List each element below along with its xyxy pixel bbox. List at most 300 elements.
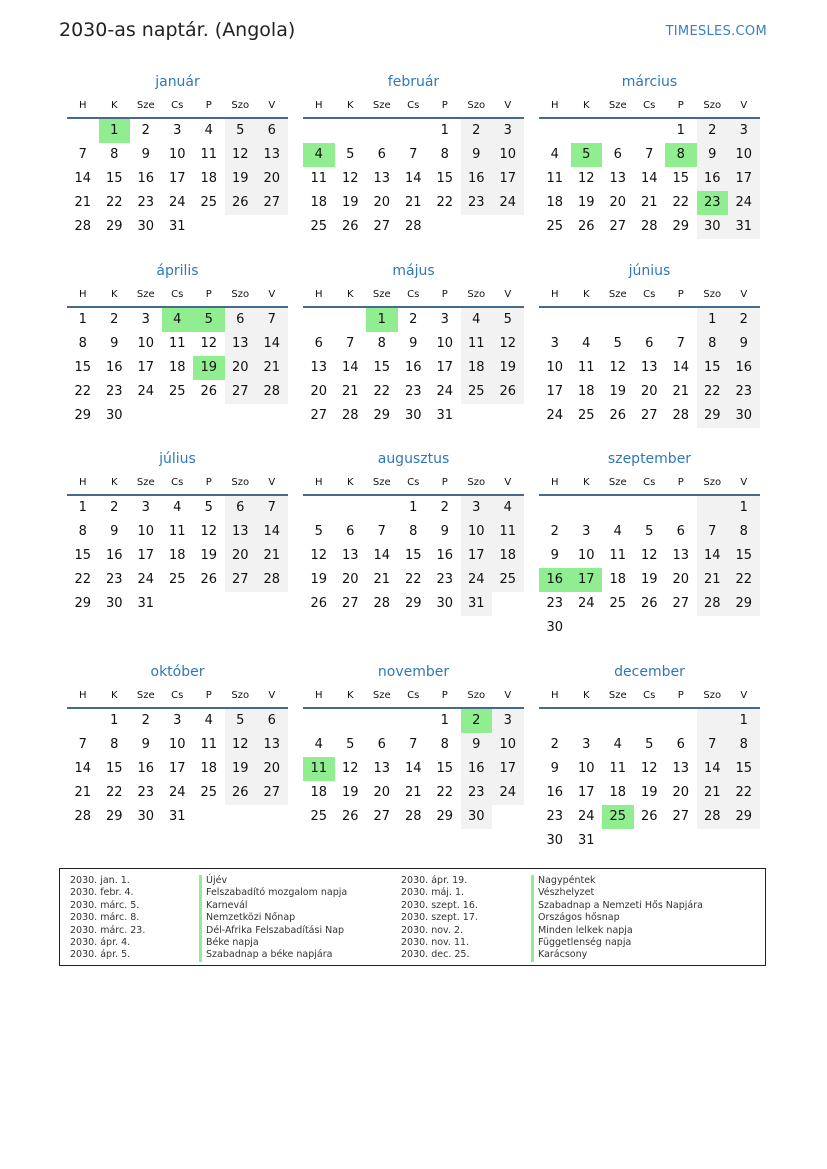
day-cell: 25: [168, 384, 186, 399]
month-2: [539, 72, 760, 239]
week-row: [303, 568, 524, 592]
weekday-label: Szo: [231, 289, 250, 300]
week-row: [303, 805, 524, 829]
day-cell: 25: [310, 219, 328, 234]
empty-day-cell: [335, 709, 367, 733]
day-cell: 18: [200, 761, 218, 776]
weekday-label: H: [550, 100, 559, 111]
weekday-label: Cs: [407, 477, 420, 488]
weekday-label: P: [441, 477, 448, 488]
week-row: [67, 215, 288, 239]
month-0: [67, 72, 288, 239]
day-cell: 1: [110, 713, 119, 728]
day-cell: 29: [74, 408, 92, 423]
day-cell: 30: [697, 215, 729, 239]
weekday-label: Szo: [703, 477, 722, 488]
month-name: december: [614, 664, 685, 680]
weekday-label: V: [740, 289, 748, 300]
empty-day-cell: [539, 119, 571, 143]
day-cell: 28: [640, 219, 658, 234]
empty-day-cell: [492, 404, 524, 428]
empty-day-cell: [665, 829, 697, 853]
day-cell: 21: [74, 195, 92, 210]
day-cell: 28: [256, 568, 288, 592]
weekday-label: Cs: [171, 477, 184, 488]
day-cell: 23: [105, 384, 123, 399]
day-cell: 8: [110, 737, 119, 752]
day-cell: 8: [409, 524, 418, 539]
legend-date: 2030. ápr. 4.: [70, 936, 131, 948]
day-cell: 17: [168, 761, 186, 776]
empty-day-cell: [256, 805, 288, 829]
empty-day-cell: [697, 829, 729, 853]
legend-holiday-name: Minden lelkek napja: [531, 925, 703, 937]
day-cell: 29: [436, 809, 454, 824]
weekday-header: [539, 472, 760, 496]
day-cell: 10: [168, 147, 186, 162]
empty-day-cell: [225, 592, 257, 616]
weekday-label: K: [110, 477, 118, 488]
day-cell: 6: [377, 147, 386, 162]
day-cell: 28: [373, 596, 391, 611]
weekday-label: Cs: [407, 690, 420, 701]
day-cell: 31: [461, 592, 493, 616]
weekday-label: V: [504, 100, 512, 111]
day-cell: 29: [105, 219, 123, 234]
weekday-header: [67, 95, 288, 119]
legend-holiday-name: Vészhelyzet: [531, 887, 703, 899]
day-cell: 24: [461, 568, 493, 592]
week-row: [67, 709, 288, 733]
week-row: [539, 733, 760, 757]
day-cell: 30: [728, 404, 760, 428]
weekday-label: Cs: [643, 289, 656, 300]
day-cell: 3: [728, 119, 760, 143]
day-cell: 14: [256, 332, 288, 356]
day-cell: 11: [492, 520, 524, 544]
day-cell: 8: [728, 520, 760, 544]
week-row: [67, 119, 288, 143]
day-cell: 27: [310, 408, 328, 423]
day-cell: 21: [256, 544, 288, 568]
day-cell: 15: [728, 757, 760, 781]
day-cell: 21: [697, 781, 729, 805]
day-cell: 19: [640, 785, 658, 800]
weekday-label: H: [78, 690, 87, 701]
day-cell: 24: [728, 191, 760, 215]
day-cell: 27: [256, 191, 288, 215]
month-name: szeptember: [607, 451, 692, 467]
day-cell: 6: [225, 496, 257, 520]
week-row: [539, 781, 760, 805]
day-cell: 26: [225, 191, 257, 215]
day-cell: 18: [546, 195, 564, 210]
weekday-label: H: [78, 477, 87, 488]
day-cell: 12: [310, 548, 328, 563]
day-cell: 29: [672, 219, 690, 234]
day-cell: 15: [373, 360, 391, 375]
day-cell: 8: [377, 336, 386, 351]
holiday-day-cell: 2: [461, 709, 493, 733]
day-cell: 20: [640, 384, 658, 399]
day-cell: 30: [436, 596, 454, 611]
weekday-header: [539, 95, 760, 119]
week-row: [539, 380, 760, 404]
week-row: [303, 544, 524, 568]
empty-day-cell: [335, 308, 367, 332]
day-cell: 22: [74, 384, 92, 399]
month-6: [67, 449, 288, 616]
day-cell: 23: [105, 572, 123, 587]
day-cell: 14: [74, 171, 92, 186]
weekday-label: K: [110, 690, 118, 701]
weekday-label: V: [504, 289, 512, 300]
day-cell: 8: [110, 147, 119, 162]
day-cell: 11: [168, 524, 186, 539]
day-cell: 27: [373, 809, 391, 824]
empty-day-cell: [602, 496, 634, 520]
weekday-label: Sze: [136, 477, 155, 488]
day-cell: 27: [225, 380, 257, 404]
day-cell: 25: [492, 568, 524, 592]
month-4: [303, 261, 524, 428]
holiday-legend: [59, 868, 766, 966]
day-cell: 14: [373, 548, 391, 563]
legend-date: 2030. nov. 2.: [401, 924, 464, 936]
month-8: [539, 449, 760, 640]
day-cell: 4: [613, 737, 622, 752]
day-cell: 20: [341, 572, 359, 587]
day-cell: 2: [461, 119, 493, 143]
day-cell: 12: [225, 143, 257, 167]
day-cell: 3: [440, 312, 449, 327]
legend-date: 2030. ápr. 19.: [401, 875, 468, 886]
day-cell: 7: [697, 733, 729, 757]
day-cell: 15: [672, 171, 690, 186]
day-cell: 29: [728, 805, 760, 829]
weekday-label: V: [504, 690, 512, 701]
empty-day-cell: [634, 308, 666, 332]
weekday-label: H: [78, 100, 87, 111]
day-cell: 22: [436, 785, 454, 800]
day-cell: 31: [168, 219, 186, 234]
day-cell: 29: [105, 809, 123, 824]
day-cell: 20: [373, 195, 391, 210]
day-cell: 16: [461, 167, 493, 191]
week-row: [303, 143, 524, 167]
legend-date: 2030. szept. 17.: [401, 912, 478, 924]
holiday-day-cell: 25: [602, 805, 634, 829]
week-row: [67, 496, 288, 520]
holiday-day-cell: 1: [99, 119, 131, 143]
day-cell: 26: [341, 219, 359, 234]
weekday-label: H: [314, 690, 323, 701]
day-cell: 17: [168, 171, 186, 186]
holiday-day-cell: 11: [303, 757, 335, 781]
day-cell: 26: [640, 596, 658, 611]
legend-holiday-name: Felszabadító mozgalom napja: [199, 887, 347, 899]
day-cell: 5: [645, 524, 654, 539]
empty-day-cell: [539, 709, 571, 733]
day-cell: 7: [676, 336, 685, 351]
week-row: [539, 143, 760, 167]
day-cell: 29: [373, 408, 391, 423]
day-cell: 13: [225, 332, 257, 356]
legend-date: 2030. máj. 1.: [401, 887, 465, 899]
day-cell: 5: [204, 500, 213, 515]
empty-day-cell: [602, 709, 634, 733]
empty-day-cell: [461, 404, 493, 428]
day-cell: 14: [697, 757, 729, 781]
day-cell: 5: [314, 524, 323, 539]
day-cell: 1: [78, 500, 87, 515]
empty-day-cell: [67, 119, 99, 143]
day-cell: 16: [436, 548, 454, 563]
day-cell: 6: [346, 524, 355, 539]
day-cell: 24: [577, 809, 595, 824]
day-cell: 26: [492, 380, 524, 404]
day-cell: 14: [672, 360, 690, 375]
weekday-label: K: [346, 690, 354, 701]
weekday-label: V: [740, 100, 748, 111]
day-cell: 1: [409, 500, 418, 515]
day-cell: 15: [105, 171, 123, 186]
holiday-day-cell: 4: [303, 143, 335, 167]
day-cell: 13: [373, 761, 391, 776]
empty-day-cell: [335, 119, 367, 143]
weekday-label: Sze: [608, 289, 627, 300]
day-cell: 30: [546, 620, 564, 635]
weekday-label: H: [550, 690, 559, 701]
week-row: [67, 167, 288, 191]
weekday-header: [303, 472, 524, 496]
day-cell: 6: [377, 737, 386, 752]
month-3: [67, 261, 288, 428]
page-title: 2030-as naptár. (Angola): [59, 19, 296, 41]
day-cell: 18: [461, 356, 493, 380]
weekday-label: Szo: [231, 477, 250, 488]
weekday-label: Sze: [136, 289, 155, 300]
weekday-label: Sze: [372, 289, 391, 300]
weekday-label: Cs: [171, 690, 184, 701]
day-cell: 24: [577, 596, 595, 611]
weekday-label: V: [504, 477, 512, 488]
day-cell: 20: [672, 572, 690, 587]
legend-date: 2030. szept. 16.: [401, 899, 478, 911]
legend-holiday-name: Szabadnap a béke napjára: [199, 949, 347, 961]
weekday-label: Sze: [136, 100, 155, 111]
day-cell: 22: [404, 572, 422, 587]
empty-day-cell: [665, 308, 697, 332]
weekday-label: P: [677, 100, 684, 111]
empty-day-cell: [697, 616, 729, 640]
day-cell: 20: [225, 544, 257, 568]
weekday-label: P: [677, 477, 684, 488]
day-cell: 19: [609, 384, 627, 399]
day-cell: 2: [440, 500, 449, 515]
month-name: február: [387, 74, 440, 90]
day-cell: 12: [200, 524, 218, 539]
day-cell: 26: [609, 408, 627, 423]
day-cell: 17: [137, 548, 155, 563]
day-cell: 12: [492, 332, 524, 356]
day-cell: 16: [137, 761, 155, 776]
day-cell: 23: [546, 596, 564, 611]
day-cell: 21: [341, 384, 359, 399]
day-cell: 9: [697, 143, 729, 167]
day-cell: 12: [640, 761, 658, 776]
weekday-label: Szo: [467, 289, 486, 300]
week-row: [539, 544, 760, 568]
week-row: [67, 143, 288, 167]
day-cell: 2: [728, 308, 760, 332]
month-10: [303, 662, 524, 829]
weekday-label: Szo: [467, 477, 486, 488]
week-row: [67, 781, 288, 805]
week-row: [67, 592, 288, 616]
day-cell: 20: [609, 195, 627, 210]
weekday-header: [539, 685, 760, 709]
day-cell: 8: [78, 524, 87, 539]
week-row: [303, 380, 524, 404]
weekday-label: K: [582, 477, 590, 488]
weekday-label: V: [740, 477, 748, 488]
day-cell: 25: [609, 596, 627, 611]
day-cell: 18: [310, 785, 328, 800]
legend-holiday-name: Függetlenség napja: [531, 937, 703, 949]
day-cell: 4: [461, 308, 493, 332]
day-cell: 25: [546, 219, 564, 234]
weekday-label: K: [346, 477, 354, 488]
day-cell: 25: [168, 572, 186, 587]
day-cell: 14: [341, 360, 359, 375]
weekday-label: V: [268, 289, 276, 300]
weekday-label: Sze: [608, 690, 627, 701]
holiday-day-cell: 5: [571, 143, 603, 167]
legend-names-column-2: [531, 875, 703, 962]
month-name: augusztus: [377, 451, 450, 467]
day-cell: 13: [609, 171, 627, 186]
day-cell: 8: [440, 147, 449, 162]
legend-date: 2030. márc. 5.: [70, 899, 140, 911]
empty-day-cell: [193, 805, 225, 829]
week-row: [67, 191, 288, 215]
day-cell: 1: [697, 308, 729, 332]
weekday-label: Cs: [171, 100, 184, 111]
day-cell: 26: [225, 781, 257, 805]
week-row: [303, 356, 524, 380]
day-cell: 7: [78, 737, 87, 752]
week-row: [67, 757, 288, 781]
weekday-label: K: [346, 100, 354, 111]
month-name: március: [621, 74, 678, 90]
week-row: [303, 308, 524, 332]
brand-link[interactable]: TIMESLES.COM: [665, 24, 767, 39]
empty-day-cell: [225, 805, 257, 829]
weekday-label: Cs: [643, 100, 656, 111]
weekday-label: Sze: [372, 100, 391, 111]
empty-day-cell: [539, 496, 571, 520]
day-cell: 6: [314, 336, 323, 351]
empty-day-cell: [634, 496, 666, 520]
day-cell: 21: [697, 568, 729, 592]
day-cell: 13: [672, 761, 690, 776]
day-cell: 4: [492, 496, 524, 520]
day-cell: 7: [78, 147, 87, 162]
weekday-label: H: [314, 100, 323, 111]
week-row: [539, 119, 760, 143]
day-cell: 29: [728, 592, 760, 616]
day-cell: 24: [436, 384, 454, 399]
week-row: [539, 332, 760, 356]
day-cell: 17: [461, 544, 493, 568]
empty-day-cell: [256, 404, 288, 428]
weekday-label: H: [314, 289, 323, 300]
day-cell: 27: [609, 219, 627, 234]
day-cell: 18: [200, 171, 218, 186]
day-cell: 6: [225, 308, 257, 332]
weekday-label: Szo: [231, 690, 250, 701]
day-cell: 13: [256, 143, 288, 167]
day-cell: 29: [404, 596, 422, 611]
week-row: [303, 191, 524, 215]
day-cell: 18: [492, 544, 524, 568]
week-row: [67, 568, 288, 592]
legend-dates-column-1: [70, 875, 145, 962]
day-cell: 10: [492, 733, 524, 757]
day-cell: 31: [137, 596, 155, 611]
weekday-label: K: [582, 289, 590, 300]
day-cell: 26: [200, 384, 218, 399]
day-cell: 16: [697, 167, 729, 191]
day-cell: 13: [256, 733, 288, 757]
week-row: [303, 496, 524, 520]
day-cell: 27: [672, 809, 690, 824]
day-cell: 2: [110, 500, 119, 515]
day-cell: 3: [461, 496, 493, 520]
day-cell: 5: [346, 147, 355, 162]
legend-holiday-name: Szabadnap a Nemzeti Hős Napjára: [531, 900, 703, 912]
legend-holiday-name: Karácsony: [531, 949, 703, 961]
day-cell: 20: [256, 167, 288, 191]
legend-names-column-1: [199, 875, 347, 962]
week-row: [303, 520, 524, 544]
day-cell: 15: [74, 360, 92, 375]
empty-day-cell: [162, 404, 194, 428]
day-cell: 15: [436, 761, 454, 776]
week-row: [67, 356, 288, 380]
day-cell: 11: [609, 761, 627, 776]
weekday-label: P: [441, 289, 448, 300]
empty-day-cell: [429, 215, 461, 239]
weekday-label: Cs: [643, 690, 656, 701]
day-cell: 12: [341, 761, 359, 776]
day-cell: 3: [582, 737, 591, 752]
day-cell: 4: [550, 147, 559, 162]
empty-day-cell: [602, 308, 634, 332]
day-cell: 28: [341, 408, 359, 423]
day-cell: 18: [609, 785, 627, 800]
empty-day-cell: [256, 592, 288, 616]
day-cell: 9: [409, 336, 418, 351]
day-cell: 2: [141, 713, 150, 728]
month-name: november: [377, 664, 450, 680]
week-row: [67, 733, 288, 757]
day-cell: 2: [409, 312, 418, 327]
day-cell: 22: [697, 380, 729, 404]
empty-day-cell: [728, 829, 760, 853]
week-row: [303, 167, 524, 191]
